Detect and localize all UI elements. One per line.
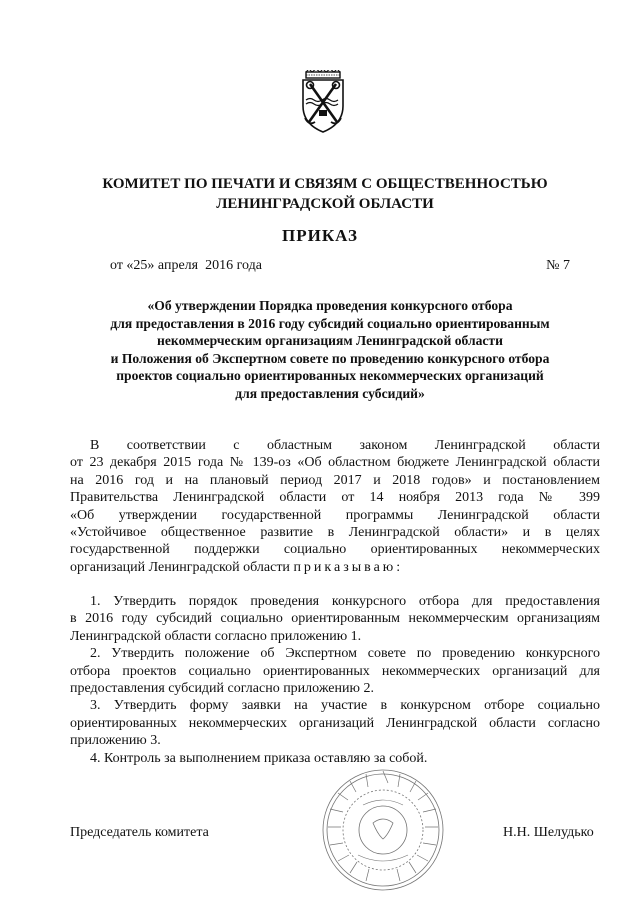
item-2-line: 2. Утвердить положение об Экспертном совете по проведению конкурсного [90, 646, 600, 662]
item-3-line: приложению 3. [70, 733, 161, 749]
order-date: от «25» апреля 2016 года [110, 258, 262, 273]
order-items [70, 593, 600, 767]
preamble-line: Правительства Ленинградской области от 14 ноября 2013 года № 399 [70, 490, 600, 506]
order-subject [70, 297, 590, 403]
preamble-line: «Об утверждении государственной программы Ленинградской области [70, 507, 600, 523]
preamble-line: на 2016 год и на плановый период 2017 и 2018 годов» и постановлением [70, 472, 600, 488]
organization-name-line1: КОМИТЕТ ПО ПЕЧАТИ И СВЯЗЯМ С ОБЩЕСТВЕННОСТЬЮ [102, 176, 548, 192]
preamble-last-line-text: организаций Ленинградской области [70, 559, 294, 575]
preamble-line: от 23 декабря 2015 года № 139-оз «Об областном бюджете Ленинградской области [70, 455, 600, 471]
signatory-name: Н.Н. Шелудько [503, 825, 594, 840]
preamble-line: В соответствии с областным законом Ленинградской области [90, 438, 600, 453]
official-seal-stamp [318, 765, 448, 895]
order-word: приказываю: [293, 559, 404, 575]
order-number: № 7 [546, 258, 570, 273]
document-type-title: ПРИКАЗ [282, 226, 358, 245]
item-1-line: 1. Утвердить порядок проведения конкурсного отбора для предоставления [90, 594, 600, 609]
item-2-line: предоставления субсидий согласно приложению 2. [70, 681, 374, 697]
item-1-line: в 2016 году субсидий социально ориентированным некоммерческим организациям [70, 611, 600, 627]
subject-line: для предоставления в 2016 году субсидий социально ориентированным [110, 315, 550, 331]
preamble-line: государственной поддержки социально ориентированных некоммерческих [70, 542, 600, 558]
organization-name [80, 174, 570, 214]
item-3-line: 3. Утвердить форму заявки на участие в конкурсном отборе социально [90, 698, 600, 714]
item-3-line: ориентированных некоммерческих организаций Ленинградской области согласно [70, 715, 600, 731]
item-4-line: 4. Контроль за выполнением приказа оставляю за собой. [90, 750, 428, 766]
date-number-line [110, 258, 570, 274]
preamble-line: «Устойчивое общественное развитие в Ленинградской области» и в целях [70, 525, 600, 541]
subject-line: некоммерческим организациям Ленинградской области [157, 333, 503, 349]
preamble-paragraph [70, 437, 600, 576]
organization-name-line2: ЛЕНИНГРАДСКОЙ ОБЛАСТИ [216, 196, 434, 212]
subject-line: для предоставления субсидий» [235, 385, 425, 401]
subject-line: и Положения об Экспертном совете по проведению конкурсного отбора [110, 350, 550, 366]
item-2-line: отбора проектов социально ориентированных некоммерческих организаций для [70, 663, 600, 679]
subject-line: проектов социально ориентированных некоммерческих организаций [116, 368, 544, 384]
subject-line: «Об утверждении Порядка проведения конкурсного отбора [147, 298, 513, 313]
coat-of-arms-icon [297, 70, 349, 134]
preamble-last-line [70, 559, 600, 576]
item-1-line: Ленинградской области согласно приложению 1. [70, 628, 362, 644]
signatory-position: Председатель комитета [70, 825, 209, 840]
